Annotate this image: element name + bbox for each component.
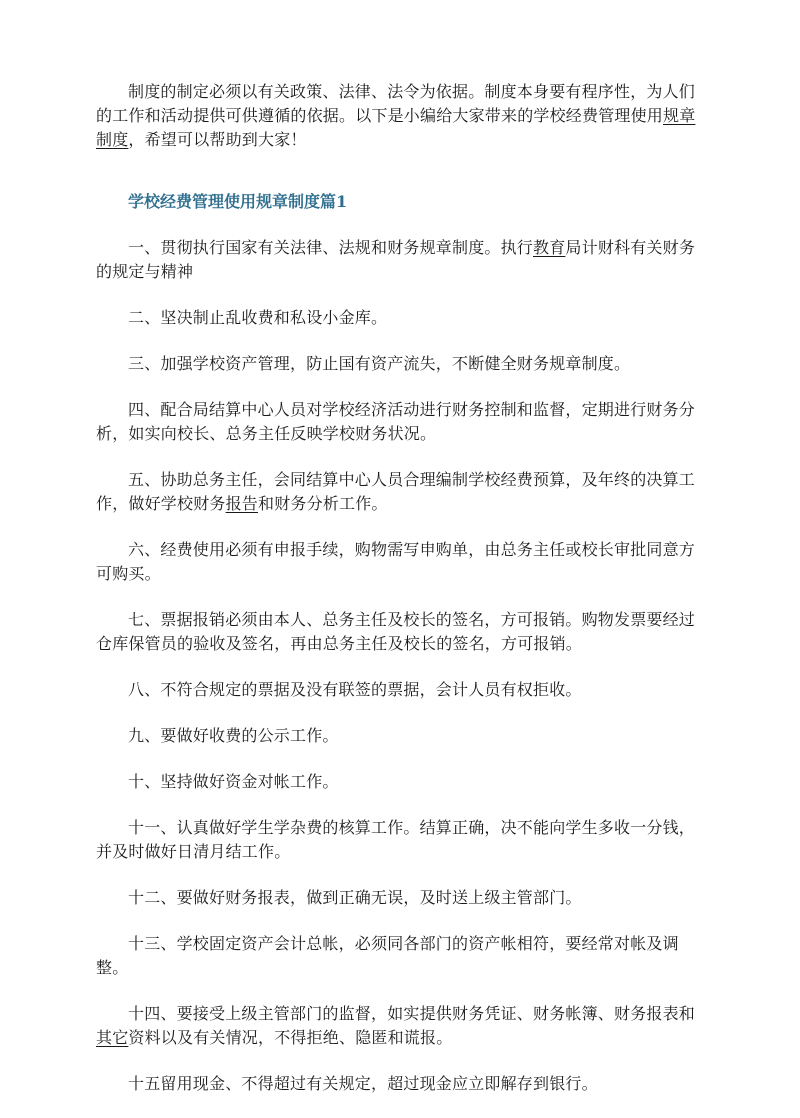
- intro-text-before: 制度的制定必须以有关政策、法律、法令为依据。制度本身要有程序性，为人们的工作和活动提供可供遵循的依据。以下是小编给大家带来的学校经费管理使用: [96, 82, 696, 125]
- section-heading: 学校经费管理使用规章制度篇1: [128, 192, 348, 211]
- list-item-15: 十五留用现金、不得超过有关规定，超过现金应立即解存到银行。: [128, 1074, 598, 1093]
- list-item-6: 六、经费使用必须有申报手续，购物需写申购单，由总务主任或校长审批同意方可购买。: [96, 540, 696, 583]
- list-item-9: 九、要做好收费的公示工作。: [128, 726, 339, 745]
- intro-text-after: ，希望可以帮助到大家！: [128, 130, 307, 149]
- item-14-text-after: 资料以及有关情况，不得拒绝、隐匿和谎报。: [128, 1028, 453, 1047]
- list-item-2: 二、坚决制止乱收费和私设小金库。: [128, 308, 388, 327]
- list-item-7: 七、票据报销必须由本人、总务主任及校长的签名，方可报销。购物发票要经过仓库保管员的验收及签名，再由总务主任及校长的签名，方可报销。: [96, 610, 696, 653]
- item-1-text-before: 一、贯彻执行国家有关法律、法规和财务规章制度。执行: [128, 238, 534, 257]
- list-item-4: 四、配合局结算中心人员对学校经济活动进行财务控制和监督，定期进行财务分析，如实向校长、总务主任反映学校财务状况。: [96, 400, 696, 443]
- item-5-text-after: 和财务分析工作。: [258, 494, 388, 513]
- list-item-8: 八、不符合规定的票据及没有联签的票据，会计人员有权拒收。: [128, 680, 582, 699]
- item-14-text-before: 十四、要接受上级主管部门的监督，如实提供财务凭证、财务帐簿、财务报表和: [128, 1004, 696, 1023]
- intro-paragraph: [96, 80, 708, 152]
- list-item-5: [96, 468, 708, 516]
- item-5-link-report[interactable]: 报告: [225, 494, 259, 513]
- item-5-text-before: 五、协助总务主任，会同结算中心人员合理编制学校经费预算，及年终的决算工作，做好学校财务: [96, 470, 696, 513]
- item-14-link-other[interactable]: 其它: [96, 1028, 129, 1047]
- list-item-1: [96, 236, 708, 284]
- intro-link-regulations[interactable]: 规章制度: [96, 106, 696, 149]
- list-item-3: 三、加强学校资产管理，防止国有资产流失，不断健全财务规章制度。: [128, 354, 631, 373]
- list-item-13: 十三、学校固定资产会计总帐，必须同各部门的资产帐相符，要经常对帐及调整。: [96, 934, 679, 977]
- list-item-10: 十、坚持做好资金对帐工作。: [128, 772, 339, 791]
- list-item-11: 十一、认真做好学生学杂费的核算工作。结算正确，决不能向学生多收一分钱，并及时做好日清月结工作。: [96, 818, 696, 861]
- document-page: [96, 80, 708, 1118]
- item-1-text-after: 局计财科有关财务的规定与精神: [96, 238, 696, 281]
- item-1-link-education[interactable]: 教育: [533, 238, 566, 257]
- list-item-12: 十二、要做好财务报表，做到正确无误，及时送上级主管部门。: [128, 888, 582, 907]
- list-item-14: [96, 1002, 708, 1050]
